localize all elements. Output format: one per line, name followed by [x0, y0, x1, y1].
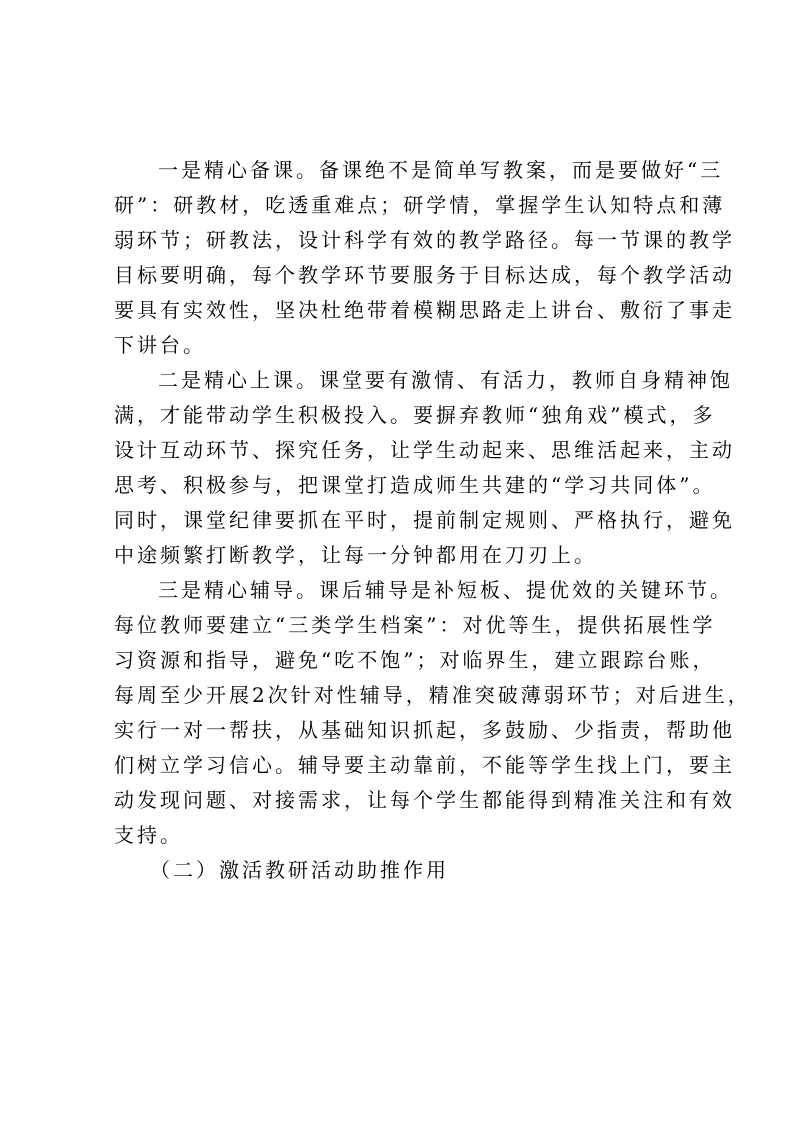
paragraph-tutoring	[114, 573, 751, 853]
paragraph-line: 二是精心上课。课堂要有激情、有活力，教师自身精神饱	[158, 368, 733, 392]
paragraph-line: 一是精心备课。备课绝不是简单写教案，而是要做好“三	[158, 158, 724, 182]
paragraph-line: 要具有实效性，坚决杜绝带着模糊思路走上讲台、敷衍了事走	[114, 298, 735, 322]
paragraph-line: 中途频繁打断教学，让每一分钟都用在刀刃上。	[114, 543, 597, 567]
section-subheading: （二）激活教研活动助推作用	[150, 858, 449, 882]
paragraph-line: 满，才能带动学生积极投入。要摒弃教师“独角戏”模式，多	[114, 403, 716, 427]
paragraph-line: 们树立学习信心。辅导要主动靠前，不能等学生找上门，要主	[114, 753, 735, 777]
paragraph-line: 同时，课堂纪律要抓在平时，提前制定规则、严格执行，避免	[114, 508, 735, 532]
paragraph-line: 每周至少开展2次针对性辅导，精准突破薄弱环节；对后进生，	[114, 683, 751, 707]
paragraph-line: 思考、积极参与，把课堂打造成师生共建的“学习共同体”。	[114, 473, 716, 497]
paragraph-lesson-preparation	[114, 153, 735, 363]
paragraph-line: 支持。	[114, 823, 183, 847]
paragraph-line: 研”：研教材，吃透重难点；研学情，掌握学生认知特点和薄	[114, 193, 726, 217]
paragraph-line: 实行一对一帮扶，从基础知识抓起，多鼓励、少指责，帮助他	[114, 718, 735, 742]
paragraph-line: 下讲台。	[114, 333, 206, 357]
paragraph-line: 弱环节；研教法，设计科学有效的教学路径。每一节课的教学	[114, 228, 735, 252]
paragraph-line: 每位教师要建立“三类学生档案”：对优等生，提供拓展性学	[114, 613, 716, 637]
paragraph-line: 三是精心辅导。课后辅导是补短板、提优效的关键环节。	[158, 578, 733, 602]
paragraph-line: 习资源和指导，避免“吃不饱”；对临界生，建立跟踪台账，	[114, 648, 716, 672]
document-body	[114, 153, 751, 888]
paragraph-classroom-teaching	[114, 363, 735, 573]
paragraph-line: 动发现问题、对接需求，让每个学生都能得到精准关注和有效	[114, 788, 735, 812]
paragraph-line: 设计互动环节、探究任务，让学生动起来、思维活起来，主动	[114, 438, 735, 462]
paragraph-line: 目标要明确，每个教学环节要服务于目标达成，每个教学活动	[114, 263, 735, 287]
